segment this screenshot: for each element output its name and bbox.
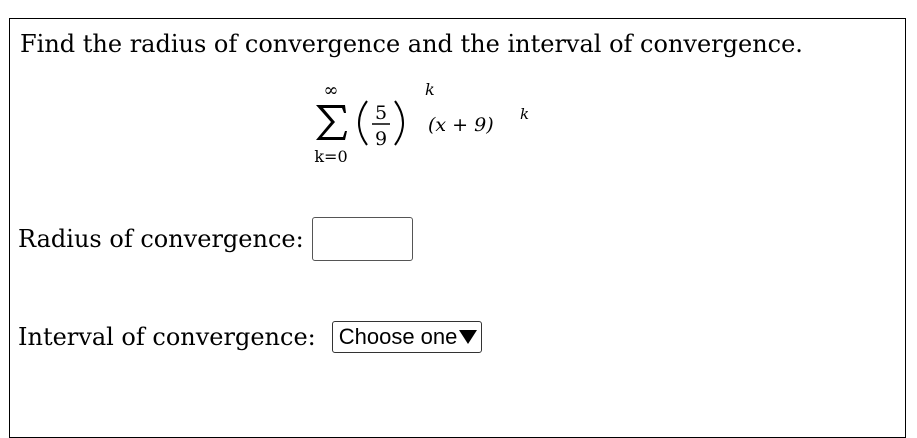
radius-input[interactable] bbox=[312, 217, 413, 261]
right-paren-icon bbox=[395, 101, 403, 145]
dropdown-arrow-icon bbox=[459, 330, 477, 344]
outer-exponent: k bbox=[425, 81, 435, 99]
term-exponent: k bbox=[520, 105, 530, 123]
left-paren-icon bbox=[359, 101, 367, 145]
sum-lower-limit: k=0 bbox=[314, 147, 348, 166]
question-panel bbox=[9, 18, 906, 438]
interval-label: Interval of convergence: bbox=[18, 323, 316, 351]
summation-sign-icon bbox=[316, 105, 347, 140]
radius-row bbox=[18, 217, 413, 261]
fraction-numerator: 5 bbox=[374, 102, 388, 124]
interval-row bbox=[18, 321, 482, 353]
interval-dropdown-value: Choose one bbox=[338, 324, 458, 349]
fraction-denominator: 9 bbox=[374, 128, 388, 150]
radius-label: Radius of convergence: bbox=[18, 225, 304, 253]
question-prompt: Find the radius of convergence and the interval of convergence. bbox=[20, 30, 803, 58]
sum-upper-limit: ∞ bbox=[323, 81, 339, 101]
interval-dropdown[interactable] bbox=[332, 321, 483, 353]
series-formula bbox=[310, 81, 570, 191]
series-formula-svg bbox=[310, 81, 570, 191]
series-term: (x + 9) bbox=[428, 114, 494, 136]
